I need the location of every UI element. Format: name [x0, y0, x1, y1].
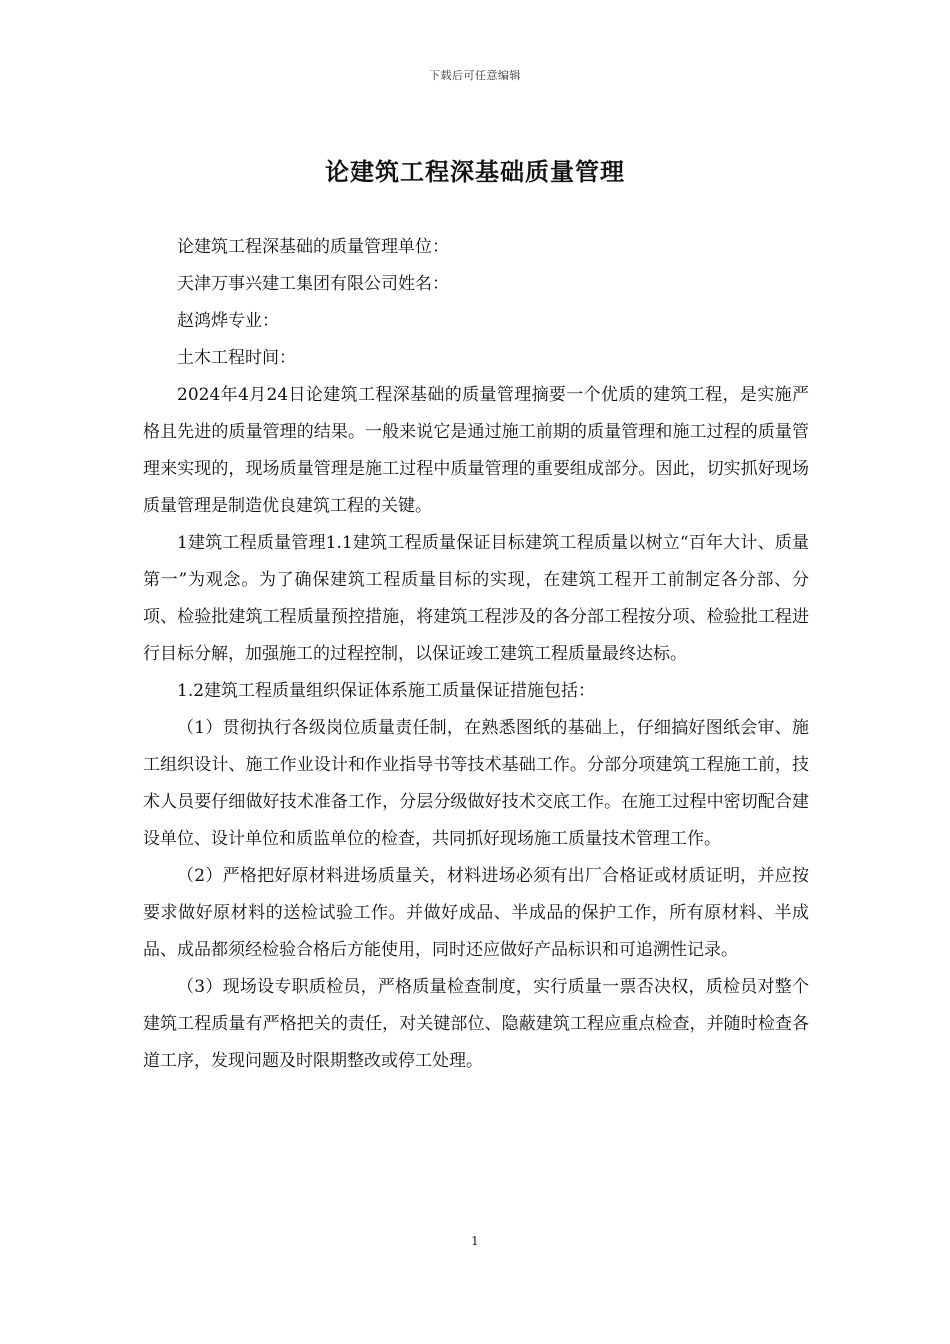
- paragraph-abstract: 2024年4月24日论建筑工程深基础的质量管理摘要一个优质的建筑工程，是实施严格且先进的质量管理的结果。一般来说它是通过施工前期的质量管理和施工过程的质量管理来实现的，现场质量管理是施工过程中质量管理的重要组成部分。因此，切实抓好现场质量管理是制造优良建筑工程的关键。: [143, 385, 809, 516]
- paragraph-item-3: （3）现场设专职质检员，严格质量检查制度，实行质量一票否决权，质检员对整个建筑工程质量有严格把关的责任，对关键部位、隐蔽建筑工程应重点检查，并随时检查各道工序，发现问题及时限期整改或停工处理。: [143, 977, 809, 1071]
- paragraph-major: 土木工程时间：: [177, 348, 296, 368]
- paragraph-item-2: （2）严格把好原材料进场质量关，材料进场必须有出厂合格证或材质证明，并应按要求做好原材料的送检试验工作。并做好成品、半成品的保护工作，所有原材料、半成品、成品都须经检验合格后方能使用，同时还应做好产品标识和可追溯性记录。: [143, 866, 809, 960]
- header-note: 下载后可任意编辑: [429, 69, 521, 82]
- paragraph-unit: 论建筑工程深基础的质量管理单位：: [177, 237, 449, 257]
- paragraph-section-1-2: 1.2建筑工程质量组织保证体系施工质量保证措施包括：: [177, 681, 596, 701]
- paragraph-section-1: 1建筑工程质量管理1.1建筑工程质量保证目标建筑工程质量以树立“百年大计、质量第一”为观念。为了确保建筑工程质量目标的实现，在建筑工程开工前制定各分部、分项、检验批建筑工程质量预控措施，将建筑工程涉及的各分部工程按分项、检验批工程进行目标分解，加强施工的过程控制，以保证竣工建筑工程质量最终达标。: [143, 533, 809, 664]
- paragraph-item-1: （1）贯彻执行各级岗位质量责任制，在熟悉图纸的基础上，仔细搞好图纸会审、施工组织设计、施工作业设计和作业指导书等技术基础工作。分部分项建筑工程施工前，技术人员要仔细做好技术准备工作，分层分级做好技术交底工作。在施工过程中密切配合建设单位、设计单位和质监单位的检查，共同抓好现场施工质量技术管理工作。: [143, 718, 809, 849]
- paragraph-company: 天津万事兴建工集团有限公司姓名：: [177, 274, 449, 294]
- document-title: 论建筑工程深基础质量管理: [325, 157, 625, 186]
- document-body: [143, 229, 809, 1080]
- page-number: 1: [471, 1234, 479, 1248]
- paragraph-name: 赵鸿烨专业：: [177, 311, 279, 331]
